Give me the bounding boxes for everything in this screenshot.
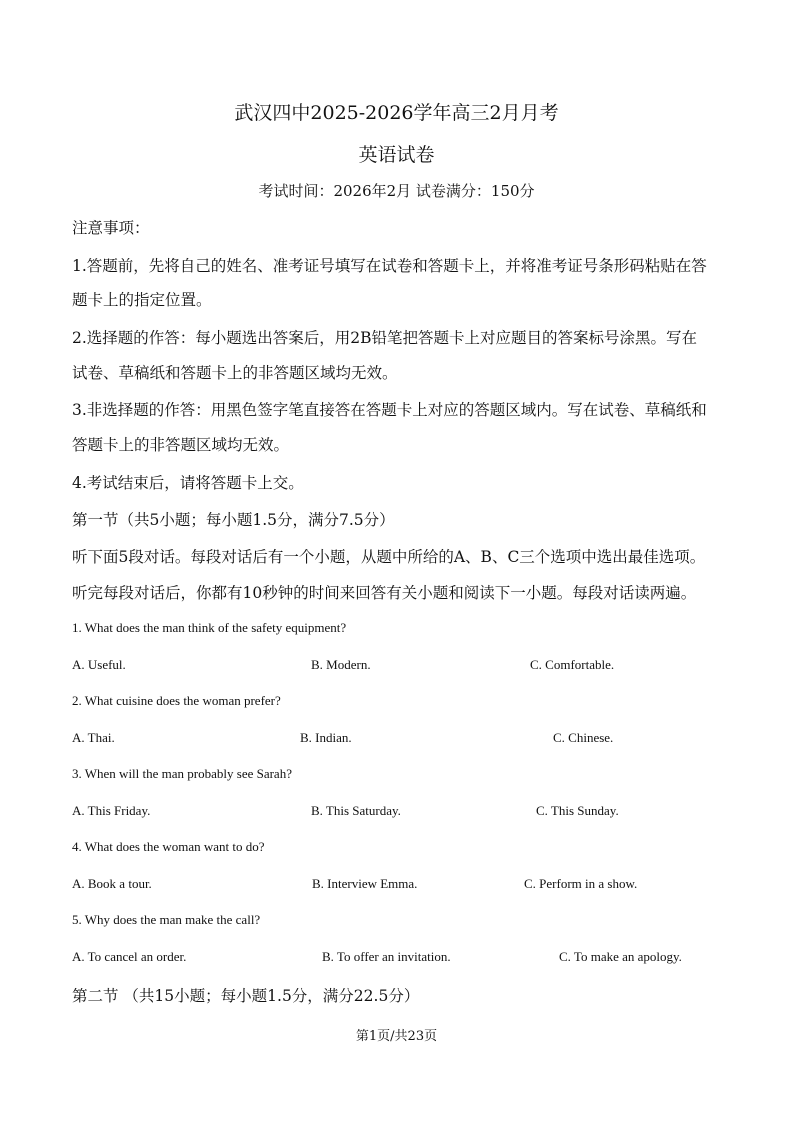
option-c: C. To make an apology. [559, 949, 682, 964]
option-b: B. To offer an invitation. [322, 949, 451, 964]
option-b: B. Interview Emma. [312, 876, 418, 891]
question-2: 2. What cuisine does the woman prefer? [72, 693, 281, 708]
note-item: 2.选择题的作答：每小题选出答案后，用2B铅笔把答题卡上对应题目的答案标号涂黑。写在 [72, 329, 698, 347]
option-a: A. Thai. [72, 730, 115, 745]
question-4: 4. What does the woman want to do? [72, 839, 265, 854]
section2-heading: 第二节 （共15小题；每小题1.5分，满分22.5分） [72, 987, 420, 1005]
option-c: C. Perform in a show. [524, 876, 638, 891]
exam-info: 考试时间：2026年2月 试卷满分：150分 [258, 182, 535, 200]
page-footer: 第1页/共23页 [355, 1029, 438, 1044]
question-1: 1. What does the man think of the safety equipment? [72, 620, 347, 635]
note-item: 1.答题前，先将自己的姓名、准考证号填写在试卷和答题卡上，并将准考证号条形码粘贴在答 [72, 257, 707, 275]
option-c: C. Comfortable. [530, 657, 615, 672]
exam-title: 武汉四中2025-2026学年高三2月月考 [234, 102, 559, 124]
question-3: 3. When will the man probably see Sarah? [72, 766, 292, 781]
option-b: B. This Saturday. [311, 803, 401, 818]
option-c: C. Chinese. [553, 730, 614, 745]
option-a: A. To cancel an order. [72, 949, 187, 964]
question-5: 5. Why does the man make the call? [72, 912, 261, 927]
option-a: A. This Friday. [72, 803, 151, 818]
section1-heading: 第一节（共5小题；每小题1.5分，满分7.5分） [72, 511, 395, 529]
option-a: A. Book a tour. [72, 876, 152, 891]
note-item: 4.考试结束后，请将答题卡上交。 [72, 474, 304, 492]
section1-intro: 听完每段对话后，你都有10秒钟的时间来回答有关小题和阅读下一小题。每段对话读两遍。 [72, 584, 697, 602]
subject-title: 英语试卷 [358, 144, 435, 166]
option-b: B. Modern. [311, 657, 371, 672]
note-item: 试卷、草稿纸和答题卡上的非答题区域均无效。 [72, 364, 398, 382]
option-a: A. Useful. [72, 657, 126, 672]
notes-heading: 注意事项： [72, 219, 150, 237]
note-item: 3.非选择题的作答：用黑色签字笔直接答在答题卡上对应的答题区域内。写在试卷、草稿纸和 [72, 401, 707, 419]
note-item: 答题卡上的非答题区域均无效。 [72, 436, 290, 454]
option-c: C. This Sunday. [536, 803, 619, 818]
section1-intro: 听下面5段对话。每段对话后有一个小题，从题中所给的A、B、C三个选项中选出最佳选项。 [72, 548, 706, 566]
option-b: B. Indian. [300, 730, 352, 745]
note-item: 题卡上的指定位置。 [72, 291, 212, 309]
